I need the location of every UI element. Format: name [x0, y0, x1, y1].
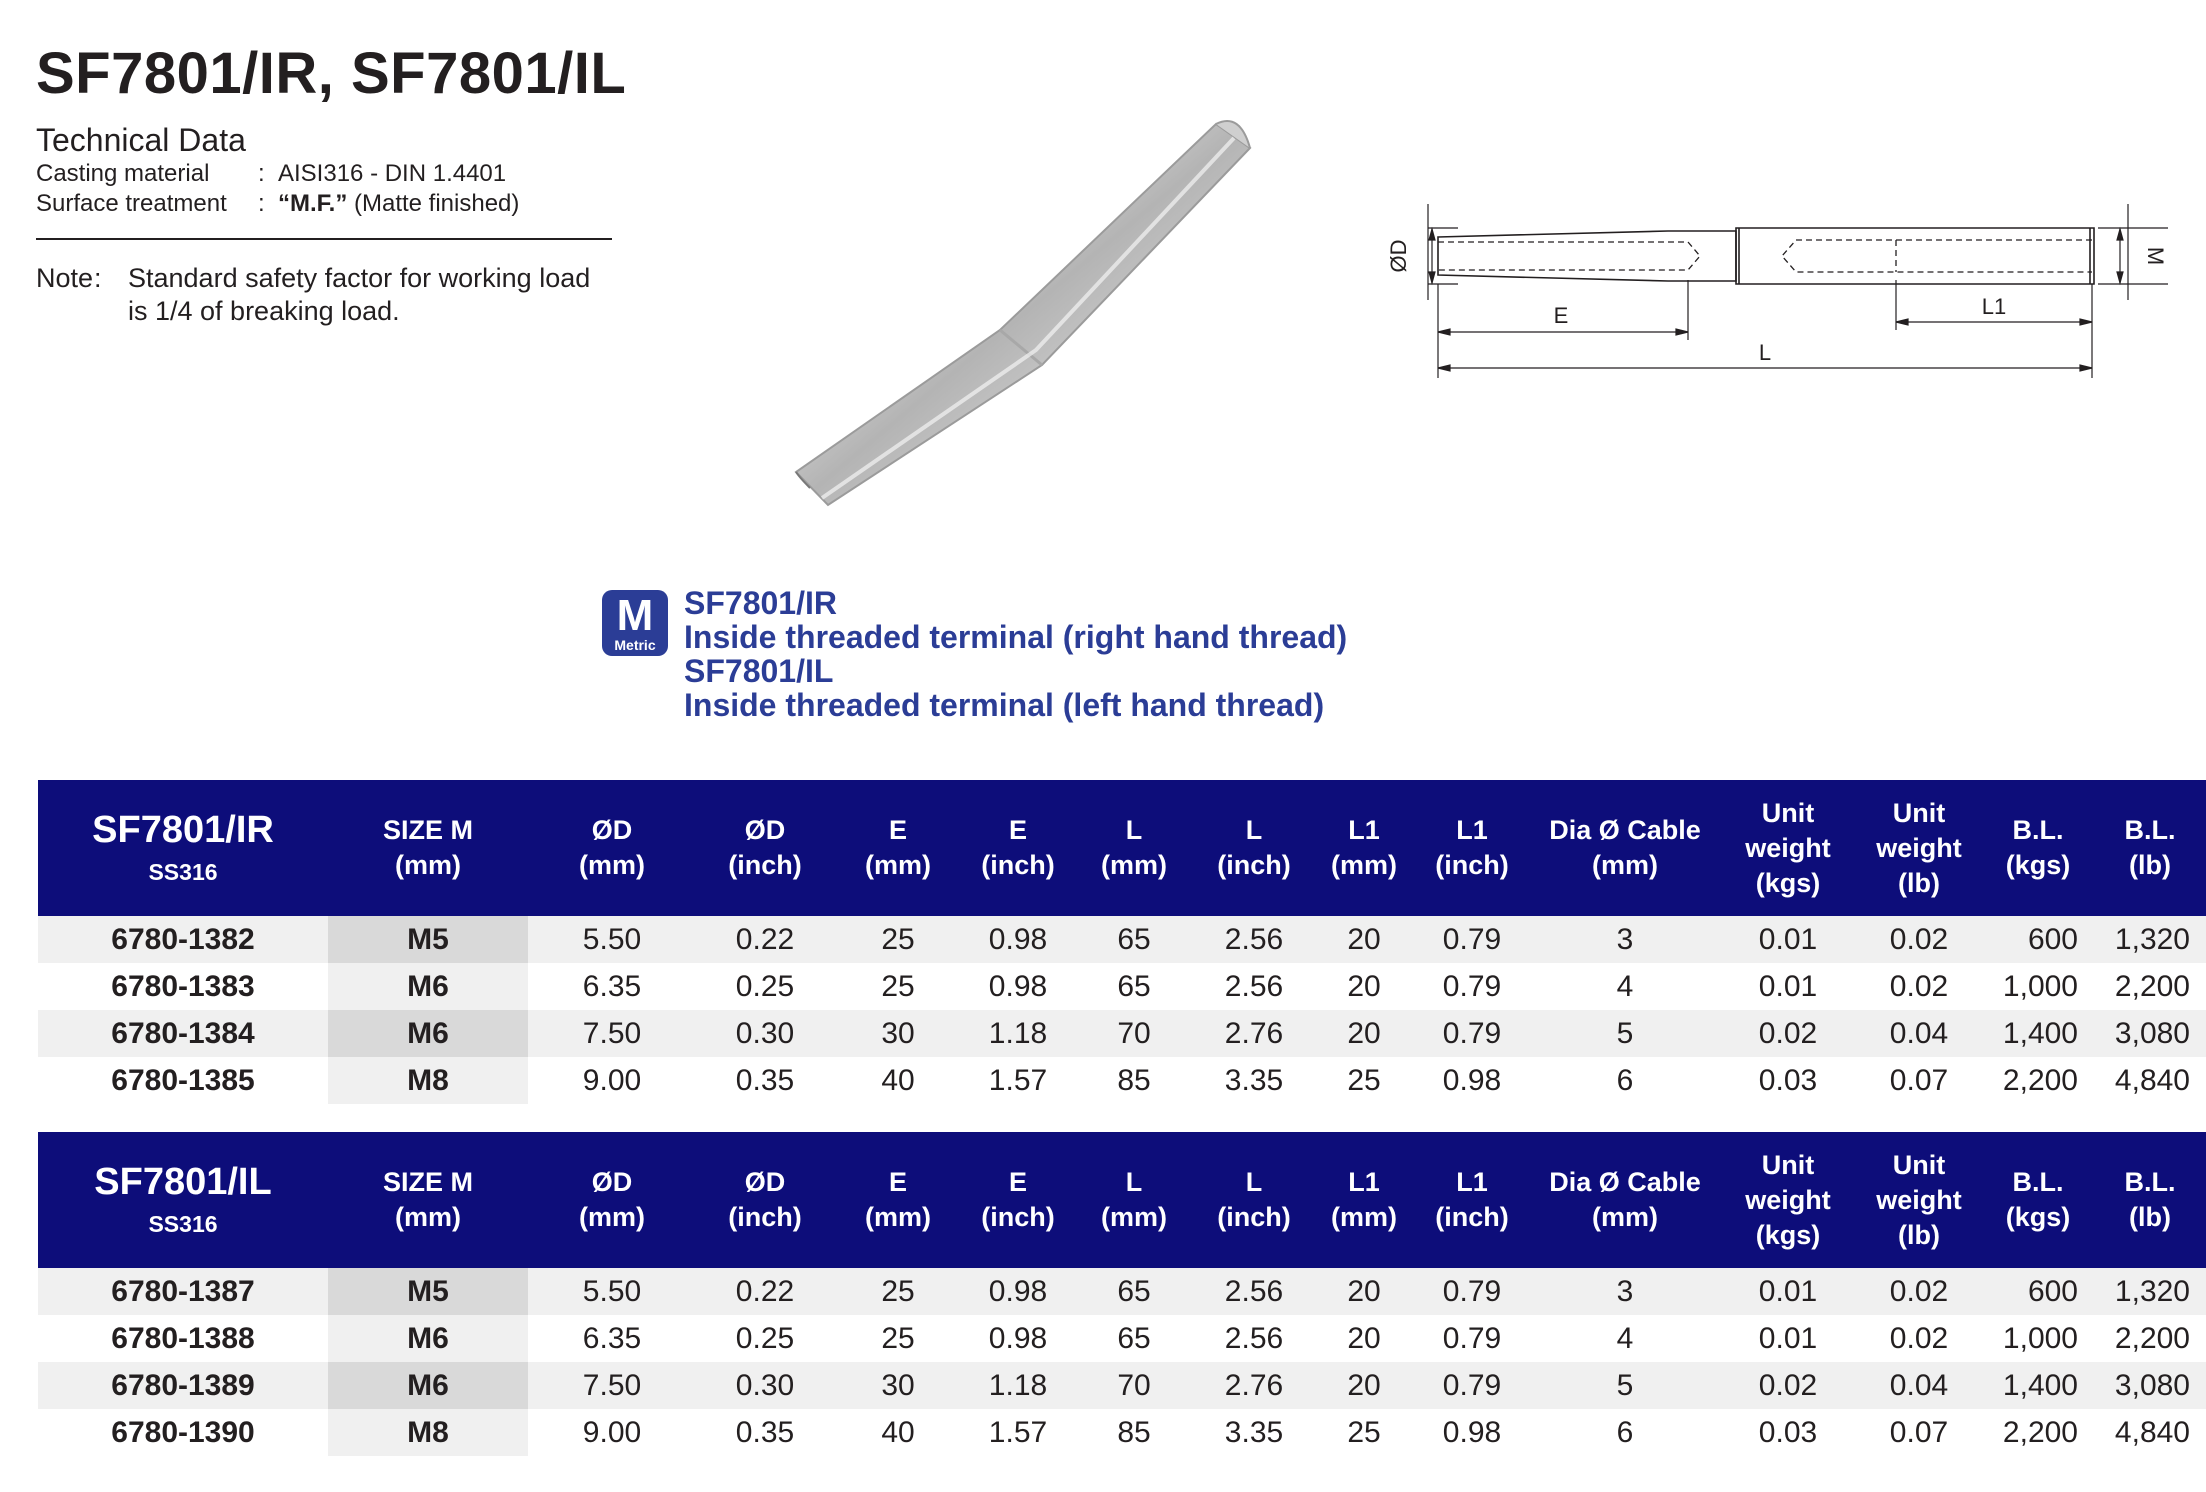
value-cell: 2.56: [1224, 922, 1284, 956]
metric-badge: [602, 590, 668, 656]
value-cell: 70: [1117, 1016, 1151, 1050]
value-cell: 0.98: [1442, 1063, 1502, 1097]
note-line-2: is 1/4 of breaking load.: [128, 296, 400, 326]
value-cell: 0.03: [1758, 1063, 1818, 1097]
value-cell: 0.04: [1889, 1016, 1949, 1050]
column-header: [2094, 780, 2206, 916]
product-title-line: SF7801/IR: [684, 585, 837, 621]
value-cell: 2,200: [2002, 1415, 2078, 1449]
value-cell: 2,200: [2114, 1321, 2190, 1355]
spec-row-surface: [36, 190, 519, 218]
value-cell: 1,000: [2002, 969, 2078, 1003]
size-cell: M6: [328, 963, 528, 1010]
spec-row-casting: [36, 160, 506, 188]
product-title-line: SF7801/IL: [684, 653, 834, 689]
drawing-label-m: M: [2143, 246, 2168, 266]
column-header-line: (lb): [1898, 1219, 1940, 1250]
column-header-line: B.L.: [2124, 815, 2176, 845]
value-cell: 0.02: [1889, 1274, 1949, 1308]
model-header: [38, 1132, 328, 1268]
note-colon: :: [94, 263, 102, 293]
column-header: [1414, 780, 1530, 916]
value-cell: 25: [881, 922, 915, 956]
spec-colon: :: [258, 160, 265, 187]
column-header: [1856, 1132, 1982, 1268]
value-cell: 1.57: [988, 1063, 1048, 1097]
table-row: [38, 1010, 2206, 1057]
column-header: [1074, 1132, 1194, 1268]
value-cell: 0.98: [988, 969, 1048, 1003]
column-header-line: B.L.: [2012, 1167, 2064, 1197]
column-header: [1194, 1132, 1314, 1268]
column-header-line: (lb): [2129, 850, 2171, 880]
value-cell: 1.18: [988, 1016, 1048, 1050]
column-header-line: (inch): [728, 850, 802, 880]
value-cell: 6.35: [582, 969, 642, 1003]
value-cell: 20: [1347, 1016, 1381, 1050]
page-title: SF7801/IR, SF7801/IL: [36, 41, 627, 106]
value-cell: 0.02: [1889, 1321, 1949, 1355]
column-header-line: (lb): [2129, 1202, 2171, 1232]
column-header: [696, 1132, 834, 1268]
column-header-line: ØD: [591, 1167, 633, 1197]
value-cell: 2.76: [1224, 1368, 1284, 1402]
column-header-line: (kgs): [2005, 1202, 2071, 1232]
column-header: [1314, 1132, 1414, 1268]
part-number-cell: 6780-1387: [111, 1274, 255, 1308]
value-cell: 5: [1616, 1368, 1634, 1402]
value-cell: 0.79: [1442, 1321, 1502, 1355]
column-header-line: (mm): [1331, 1202, 1397, 1232]
column-header-line: ØD: [591, 815, 633, 845]
column-header: [528, 1132, 696, 1268]
value-cell: 0.22: [735, 1274, 795, 1308]
column-header: [1194, 780, 1314, 916]
model-name: SF7801/IL: [94, 1161, 272, 1203]
column-header-line: (mm): [1592, 850, 1658, 880]
spec-table-il: [38, 1132, 2206, 1456]
value-cell: 3: [1616, 922, 1634, 956]
value-cell: 0.98: [988, 922, 1048, 956]
column-header: [328, 1132, 528, 1268]
value-cell: 1,400: [2002, 1368, 2078, 1402]
value-cell: 3.35: [1224, 1415, 1284, 1449]
value-cell: 4,840: [2114, 1415, 2190, 1449]
column-header: [834, 1132, 962, 1268]
column-header-line: (mm): [1592, 1202, 1658, 1232]
value-cell: 0.01: [1758, 922, 1818, 956]
value-cell: 3.35: [1224, 1063, 1284, 1097]
value-cell: 6: [1616, 1063, 1634, 1097]
value-cell: 0.03: [1758, 1415, 1818, 1449]
column-header: [1720, 780, 1856, 916]
value-cell: 1,400: [2002, 1016, 2078, 1050]
column-header-line: (mm): [395, 1202, 461, 1232]
column-header-line: (inch): [1217, 1202, 1291, 1232]
table-row: [38, 1057, 2206, 1104]
spec-colon: :: [258, 190, 265, 217]
column-header-line: (mm): [1101, 850, 1167, 880]
column-header-line: (mm): [1101, 1202, 1167, 1232]
value-cell: 1,320: [2114, 1274, 2190, 1308]
model-material: SS316: [148, 1211, 218, 1237]
value-cell: 20: [1347, 922, 1381, 956]
value-cell: 30: [881, 1368, 915, 1402]
table-row: [38, 1268, 2206, 1315]
value-cell: 0.02: [1889, 922, 1949, 956]
drawing-label-l: L: [1758, 340, 1772, 365]
column-header-line: (kgs): [1755, 867, 1821, 898]
column-header-line: L: [1245, 815, 1263, 845]
column-header: [1530, 780, 1720, 916]
column-header-line: weight: [1876, 832, 1962, 863]
column-header: [1414, 1132, 1530, 1268]
column-header: [696, 780, 834, 916]
note-label: Note: [36, 263, 94, 293]
column-header: [1982, 1132, 2094, 1268]
column-header-line: (kgs): [1755, 1219, 1821, 1250]
drawing-label-e: E: [1553, 303, 1569, 328]
value-cell: 20: [1347, 1368, 1381, 1402]
column-header-line: E: [1008, 815, 1027, 845]
drawing-label-l1: L1: [1981, 294, 2007, 319]
column-header-line: (mm): [865, 1202, 931, 1232]
size-cell: M5: [328, 916, 528, 963]
value-cell: 25: [1347, 1063, 1381, 1097]
column-header-line: (inch): [1435, 850, 1509, 880]
column-header-line: L: [1245, 1167, 1263, 1197]
column-header-line: (mm): [865, 850, 931, 880]
column-header-line: (mm): [1331, 850, 1397, 880]
value-cell: 0.02: [1758, 1368, 1818, 1402]
part-number-cell: 6780-1388: [111, 1321, 255, 1355]
value-cell: 600: [2027, 1274, 2078, 1308]
value-cell: 0.79: [1442, 969, 1502, 1003]
value-cell: 20: [1347, 969, 1381, 1003]
column-header-line: L: [1125, 815, 1143, 845]
column-header-line: Unit: [1761, 797, 1815, 828]
value-cell: 0.04: [1889, 1368, 1949, 1402]
column-header-line: weight: [1876, 1184, 1962, 1215]
column-header-line: L1: [1456, 1167, 1488, 1197]
part-number-cell: 6780-1390: [111, 1415, 255, 1449]
size-cell: M8: [328, 1409, 528, 1456]
value-cell: 0.98: [988, 1321, 1048, 1355]
value-cell: 4,840: [2114, 1063, 2190, 1097]
value-cell: 2,200: [2114, 969, 2190, 1003]
value-cell: 0.25: [735, 1321, 795, 1355]
value-cell: 2.76: [1224, 1016, 1284, 1050]
value-cell: 40: [881, 1063, 915, 1097]
part-number-cell: 6780-1383: [111, 969, 255, 1003]
column-header: [1720, 1132, 1856, 1268]
column-header: [328, 780, 528, 916]
value-cell: 65: [1117, 969, 1151, 1003]
value-cell: 25: [881, 1321, 915, 1355]
value-cell: 1,000: [2002, 1321, 2078, 1355]
value-cell: 6: [1616, 1415, 1634, 1449]
value-cell: 0.01: [1758, 969, 1818, 1003]
table-row: [38, 963, 2206, 1010]
value-cell: 0.98: [1442, 1415, 1502, 1449]
column-header-line: Unit: [1761, 1149, 1815, 1180]
column-header: [1074, 780, 1194, 916]
column-header: [834, 780, 962, 916]
value-cell: 2.56: [1224, 1321, 1284, 1355]
value-cell: 0.35: [735, 1063, 795, 1097]
column-header-line: (inch): [981, 850, 1055, 880]
column-header-line: E: [1008, 1167, 1027, 1197]
divider: [36, 238, 612, 240]
table-header-row: [38, 1132, 2206, 1268]
value-cell: 600: [2027, 922, 2078, 956]
spec-value: AISI316 - DIN 1.4401: [278, 160, 507, 187]
column-header-line: E: [888, 815, 907, 845]
value-cell: 3,080: [2114, 1016, 2190, 1050]
value-cell: 5.50: [582, 1274, 642, 1308]
column-header-line: L1: [1348, 1167, 1380, 1197]
column-header-line: weight: [1745, 1184, 1831, 1215]
model-header: [38, 780, 328, 916]
value-cell: 0.30: [735, 1368, 795, 1402]
technical-drawing: [1368, 180, 2168, 380]
product-title-line: Inside threaded terminal (right hand thread): [684, 619, 1348, 655]
column-header-line: (inch): [1217, 850, 1291, 880]
metric-text: Metric: [614, 637, 656, 653]
value-cell: 85: [1117, 1063, 1151, 1097]
value-cell: 65: [1117, 1321, 1151, 1355]
value-cell: 65: [1117, 922, 1151, 956]
value-cell: 1.57: [988, 1415, 1048, 1449]
size-cell: M5: [328, 1268, 528, 1315]
column-header-line: SIZE M: [382, 1167, 473, 1197]
note-line-1: Standard safety factor for working load: [128, 263, 591, 293]
value-cell: 0.01: [1758, 1274, 1818, 1308]
spec-table-ir: [38, 780, 2206, 1104]
part-number-cell: 6780-1382: [111, 922, 255, 956]
spec-label: Casting material: [36, 160, 210, 187]
value-cell: 1,320: [2114, 922, 2190, 956]
column-header-line: ØD: [744, 1167, 786, 1197]
column-header: [2094, 1132, 2206, 1268]
column-header-line: (lb): [1898, 867, 1940, 898]
column-header-line: L1: [1348, 815, 1380, 845]
value-cell: 7.50: [582, 1016, 642, 1050]
column-header-line: SIZE M: [382, 815, 473, 845]
spec-value: (Matte finished): [347, 190, 520, 217]
product-title-line: Inside threaded terminal (left hand thread): [684, 687, 1325, 723]
size-cell: M6: [328, 1362, 528, 1409]
column-header: [528, 780, 696, 916]
column-header-line: Unit: [1892, 797, 1946, 828]
value-cell: 9.00: [582, 1063, 642, 1097]
value-cell: 6.35: [582, 1321, 642, 1355]
model-material: SS316: [148, 859, 218, 885]
value-cell: 4: [1616, 1321, 1634, 1355]
column-header-line: Unit: [1892, 1149, 1946, 1180]
column-header-line: (mm): [579, 850, 645, 880]
column-header-line: L: [1125, 1167, 1143, 1197]
column-header: [962, 1132, 1074, 1268]
column-header-line: (mm): [579, 1202, 645, 1232]
column-header-line: B.L.: [2124, 1167, 2176, 1197]
value-cell: 4: [1616, 969, 1634, 1003]
column-header-line: weight: [1745, 832, 1831, 863]
column-header-line: E: [888, 1167, 907, 1197]
column-header-line: (mm): [395, 850, 461, 880]
value-cell: 9.00: [582, 1415, 642, 1449]
size-cell: M8: [328, 1057, 528, 1104]
value-cell: 1.18: [988, 1368, 1048, 1402]
size-cell: M6: [328, 1315, 528, 1362]
column-header-line: Dia Ø Cable: [1549, 815, 1701, 845]
value-cell: 0.30: [735, 1016, 795, 1050]
column-header-line: (inch): [981, 1202, 1055, 1232]
size-cell: M6: [328, 1010, 528, 1057]
table-header-row: [38, 780, 2206, 916]
value-cell: 3,080: [2114, 1368, 2190, 1402]
value-cell: 2,200: [2002, 1063, 2078, 1097]
value-cell: 0.02: [1889, 969, 1949, 1003]
column-header-line: (kgs): [2005, 850, 2071, 880]
value-cell: 65: [1117, 1274, 1151, 1308]
value-cell: 0.79: [1442, 1274, 1502, 1308]
value-cell: 5.50: [582, 922, 642, 956]
column-header-line: (inch): [1435, 1202, 1509, 1232]
column-header: [1530, 1132, 1720, 1268]
product-photo: [740, 100, 1260, 520]
value-cell: 40: [881, 1415, 915, 1449]
part-number-cell: 6780-1384: [111, 1016, 255, 1050]
value-cell: 7.50: [582, 1368, 642, 1402]
value-cell: 5: [1616, 1016, 1634, 1050]
value-cell: 2.56: [1224, 969, 1284, 1003]
value-cell: 20: [1347, 1274, 1381, 1308]
value-cell: 25: [1347, 1415, 1381, 1449]
value-cell: 0.07: [1889, 1063, 1949, 1097]
value-cell: 25: [881, 969, 915, 1003]
column-header-line: L1: [1456, 815, 1488, 845]
column-header: [1314, 780, 1414, 916]
value-cell: 0.07: [1889, 1415, 1949, 1449]
column-header-line: B.L.: [2012, 815, 2064, 845]
value-cell: 0.22: [735, 922, 795, 956]
table-row: [38, 1315, 2206, 1362]
value-cell: 0.02: [1758, 1016, 1818, 1050]
drawing-label-d: ØD: [1386, 239, 1411, 273]
part-number-cell: 6780-1385: [111, 1063, 255, 1097]
value-cell: 2.56: [1224, 1274, 1284, 1308]
metric-letter: M: [616, 591, 654, 640]
value-cell: 20: [1347, 1321, 1381, 1355]
part-number-cell: 6780-1389: [111, 1368, 255, 1402]
table-row: [38, 1409, 2206, 1456]
value-cell: 25: [881, 1274, 915, 1308]
column-header-line: Dia Ø Cable: [1549, 1167, 1701, 1197]
column-header: [1982, 780, 2094, 916]
column-header-line: (inch): [728, 1202, 802, 1232]
value-cell: 0.79: [1442, 1368, 1502, 1402]
value-cell: 85: [1117, 1415, 1151, 1449]
value-cell: 30: [881, 1016, 915, 1050]
terminal-shape: [796, 121, 1250, 505]
product-titles: [684, 586, 1347, 722]
table-row: [38, 1362, 2206, 1409]
technical-data-heading: Technical Data: [36, 122, 246, 158]
value-cell: 3: [1616, 1274, 1634, 1308]
value-cell: 0.35: [735, 1415, 795, 1449]
note: [36, 262, 590, 328]
value-cell: 70: [1117, 1368, 1151, 1402]
column-header-line: ØD: [744, 815, 786, 845]
table-row: [38, 916, 2206, 963]
value-cell: 0.01: [1758, 1321, 1818, 1355]
column-header: [962, 780, 1074, 916]
value-cell: 0.79: [1442, 1016, 1502, 1050]
value-cell: 0.79: [1442, 922, 1502, 956]
value-cell: 0.98: [988, 1274, 1048, 1308]
spec-label: Surface treatment: [36, 190, 227, 217]
column-header: [1856, 780, 1982, 916]
spec-value-bold: “M.F.”: [278, 190, 348, 217]
value-cell: 0.25: [735, 969, 795, 1003]
model-name: SF7801/IR: [92, 809, 274, 851]
